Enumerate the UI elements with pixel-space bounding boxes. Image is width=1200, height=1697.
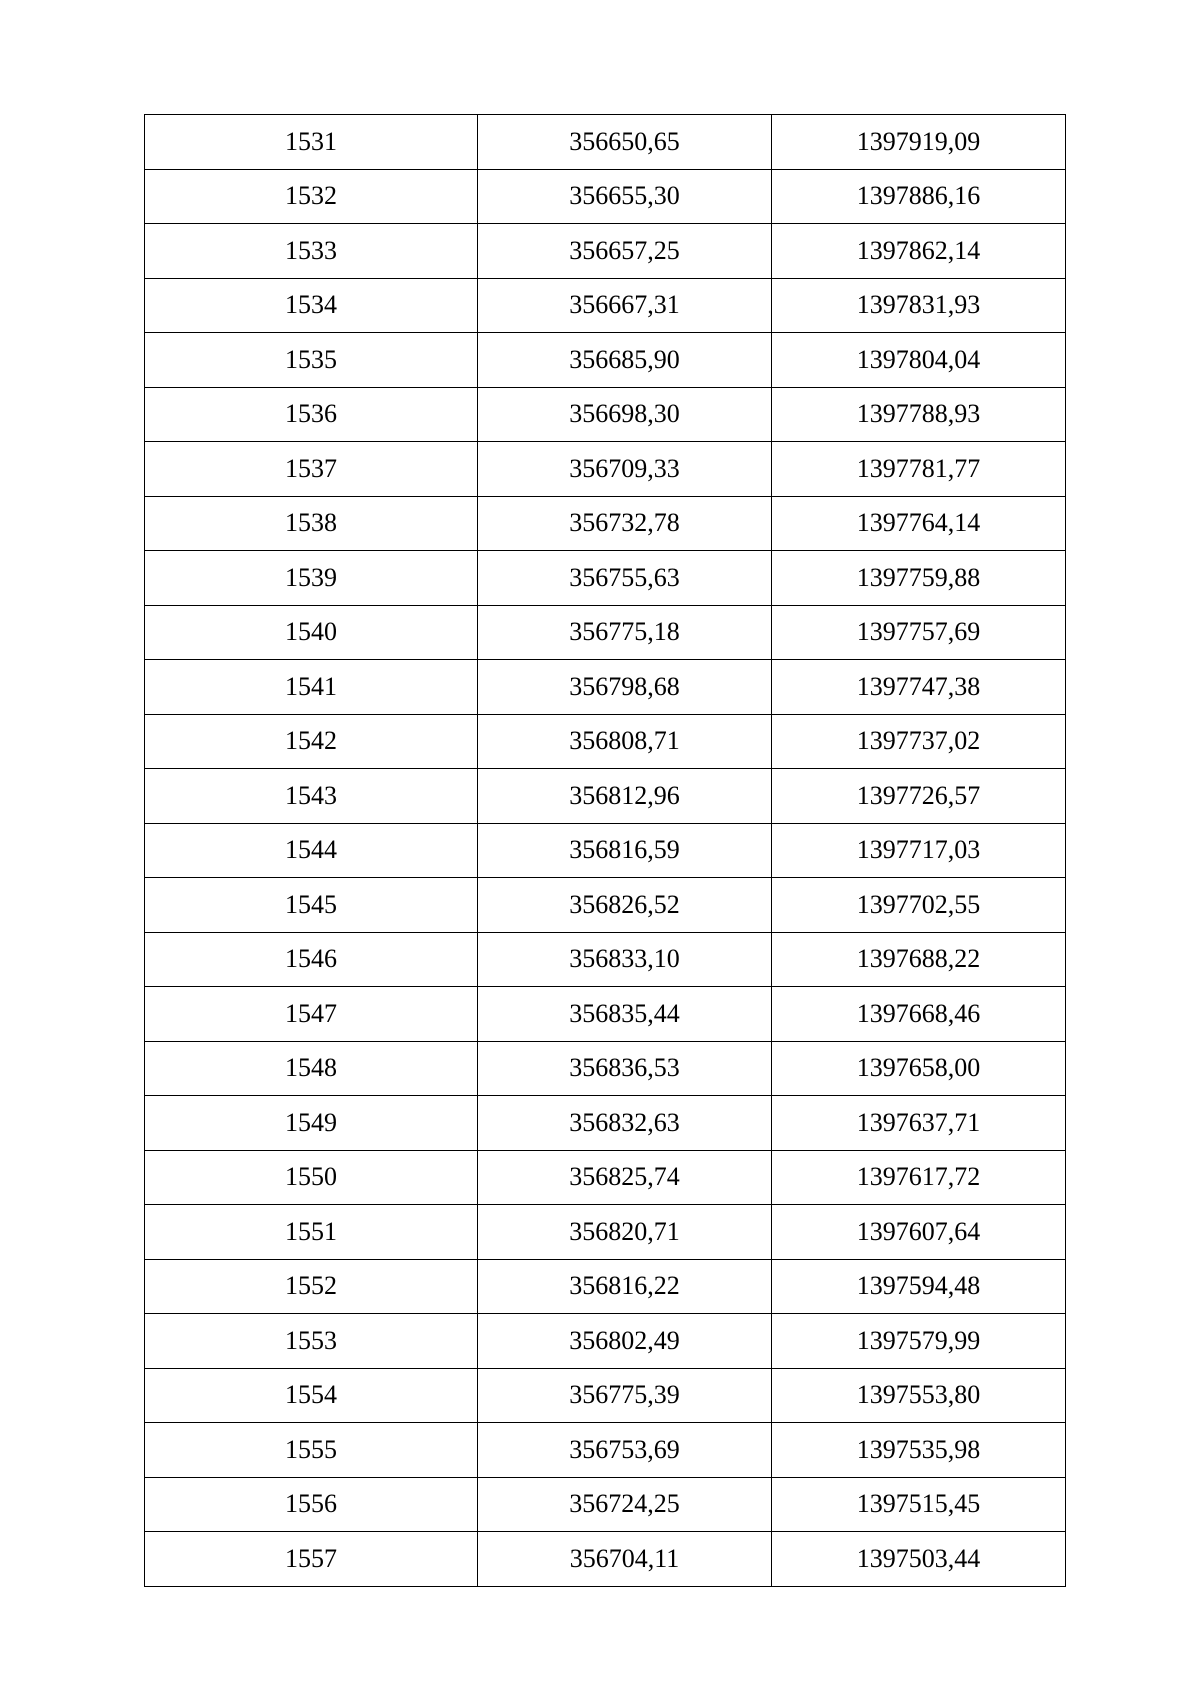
x-coordinate-cell: 356820,71: [478, 1205, 772, 1260]
table-row: [145, 1477, 1066, 1532]
y-coordinate-cell: 1397607,64: [772, 1205, 1066, 1260]
table-row: [145, 1041, 1066, 1096]
point-number-cell: 1552: [145, 1259, 478, 1314]
y-coordinate-cell: 1397759,88: [772, 551, 1066, 606]
x-coordinate-cell: 356655,30: [478, 169, 772, 224]
y-coordinate-cell: 1397617,72: [772, 1150, 1066, 1205]
point-number-cell: 1540: [145, 605, 478, 660]
y-coordinate-cell: 1397862,14: [772, 224, 1066, 279]
table-row: [145, 932, 1066, 987]
x-coordinate-cell: 356753,69: [478, 1423, 772, 1478]
point-number-cell: 1549: [145, 1096, 478, 1151]
y-coordinate-cell: 1397804,04: [772, 333, 1066, 388]
y-coordinate-cell: 1397737,02: [772, 714, 1066, 769]
point-number-cell: 1536: [145, 387, 478, 442]
x-coordinate-cell: 356826,52: [478, 878, 772, 933]
y-coordinate-cell: 1397515,45: [772, 1477, 1066, 1532]
table-row: [145, 1205, 1066, 1260]
x-coordinate-cell: 356775,18: [478, 605, 772, 660]
y-coordinate-cell: 1397553,80: [772, 1368, 1066, 1423]
y-coordinate-cell: 1397594,48: [772, 1259, 1066, 1314]
point-number-cell: 1557: [145, 1532, 478, 1587]
table-row: [145, 333, 1066, 388]
table-row: [145, 1314, 1066, 1369]
x-coordinate-cell: 356833,10: [478, 932, 772, 987]
table-row: [145, 769, 1066, 824]
point-number-cell: 1545: [145, 878, 478, 933]
point-number-cell: 1533: [145, 224, 478, 279]
table-row: [145, 1096, 1066, 1151]
table-row: [145, 605, 1066, 660]
table-row: [145, 878, 1066, 933]
y-coordinate-cell: 1397535,98: [772, 1423, 1066, 1478]
y-coordinate-cell: 1397688,22: [772, 932, 1066, 987]
x-coordinate-cell: 356650,65: [478, 115, 772, 170]
point-number-cell: 1548: [145, 1041, 478, 1096]
x-coordinate-cell: 356816,22: [478, 1259, 772, 1314]
y-coordinate-cell: 1397726,57: [772, 769, 1066, 824]
y-coordinate-cell: 1397717,03: [772, 823, 1066, 878]
x-coordinate-cell: 356802,49: [478, 1314, 772, 1369]
y-coordinate-cell: 1397886,16: [772, 169, 1066, 224]
table-row: [145, 1532, 1066, 1587]
x-coordinate-cell: 356808,71: [478, 714, 772, 769]
x-coordinate-cell: 356775,39: [478, 1368, 772, 1423]
x-coordinate-cell: 356667,31: [478, 278, 772, 333]
point-number-cell: 1531: [145, 115, 478, 170]
coordinates-table-body: [145, 115, 1066, 1587]
y-coordinate-cell: 1397781,77: [772, 442, 1066, 497]
table-row: [145, 714, 1066, 769]
y-coordinate-cell: 1397788,93: [772, 387, 1066, 442]
x-coordinate-cell: 356812,96: [478, 769, 772, 824]
x-coordinate-cell: 356836,53: [478, 1041, 772, 1096]
table-row: [145, 1259, 1066, 1314]
y-coordinate-cell: 1397579,99: [772, 1314, 1066, 1369]
x-coordinate-cell: 356732,78: [478, 496, 772, 551]
table-row: [145, 115, 1066, 170]
point-number-cell: 1535: [145, 333, 478, 388]
x-coordinate-cell: 356825,74: [478, 1150, 772, 1205]
x-coordinate-cell: 356698,30: [478, 387, 772, 442]
point-number-cell: 1534: [145, 278, 478, 333]
point-number-cell: 1551: [145, 1205, 478, 1260]
y-coordinate-cell: 1397919,09: [772, 115, 1066, 170]
y-coordinate-cell: 1397658,00: [772, 1041, 1066, 1096]
table-row: [145, 169, 1066, 224]
table-row: [145, 823, 1066, 878]
x-coordinate-cell: 356835,44: [478, 987, 772, 1042]
point-number-cell: 1532: [145, 169, 478, 224]
point-number-cell: 1544: [145, 823, 478, 878]
table-row: [145, 660, 1066, 715]
table-row: [145, 278, 1066, 333]
point-number-cell: 1556: [145, 1477, 478, 1532]
x-coordinate-cell: 356816,59: [478, 823, 772, 878]
point-number-cell: 1547: [145, 987, 478, 1042]
table-row: [145, 1423, 1066, 1478]
point-number-cell: 1538: [145, 496, 478, 551]
y-coordinate-cell: 1397757,69: [772, 605, 1066, 660]
y-coordinate-cell: 1397503,44: [772, 1532, 1066, 1587]
x-coordinate-cell: 356704,11: [478, 1532, 772, 1587]
y-coordinate-cell: 1397702,55: [772, 878, 1066, 933]
y-coordinate-cell: 1397747,38: [772, 660, 1066, 715]
y-coordinate-cell: 1397637,71: [772, 1096, 1066, 1151]
coordinates-table: [144, 114, 1066, 1587]
y-coordinate-cell: 1397764,14: [772, 496, 1066, 551]
x-coordinate-cell: 356724,25: [478, 1477, 772, 1532]
table-row: [145, 496, 1066, 551]
point-number-cell: 1555: [145, 1423, 478, 1478]
x-coordinate-cell: 356685,90: [478, 333, 772, 388]
point-number-cell: 1537: [145, 442, 478, 497]
point-number-cell: 1542: [145, 714, 478, 769]
table-row: [145, 987, 1066, 1042]
point-number-cell: 1539: [145, 551, 478, 606]
point-number-cell: 1550: [145, 1150, 478, 1205]
table-row: [145, 442, 1066, 497]
table-row: [145, 387, 1066, 442]
x-coordinate-cell: 356755,63: [478, 551, 772, 606]
x-coordinate-cell: 356832,63: [478, 1096, 772, 1151]
table-row: [145, 1150, 1066, 1205]
x-coordinate-cell: 356657,25: [478, 224, 772, 279]
y-coordinate-cell: 1397831,93: [772, 278, 1066, 333]
point-number-cell: 1546: [145, 932, 478, 987]
table-row: [145, 551, 1066, 606]
x-coordinate-cell: 356709,33: [478, 442, 772, 497]
table-row: [145, 224, 1066, 279]
x-coordinate-cell: 356798,68: [478, 660, 772, 715]
point-number-cell: 1553: [145, 1314, 478, 1369]
point-number-cell: 1554: [145, 1368, 478, 1423]
y-coordinate-cell: 1397668,46: [772, 987, 1066, 1042]
point-number-cell: 1541: [145, 660, 478, 715]
point-number-cell: 1543: [145, 769, 478, 824]
table-row: [145, 1368, 1066, 1423]
